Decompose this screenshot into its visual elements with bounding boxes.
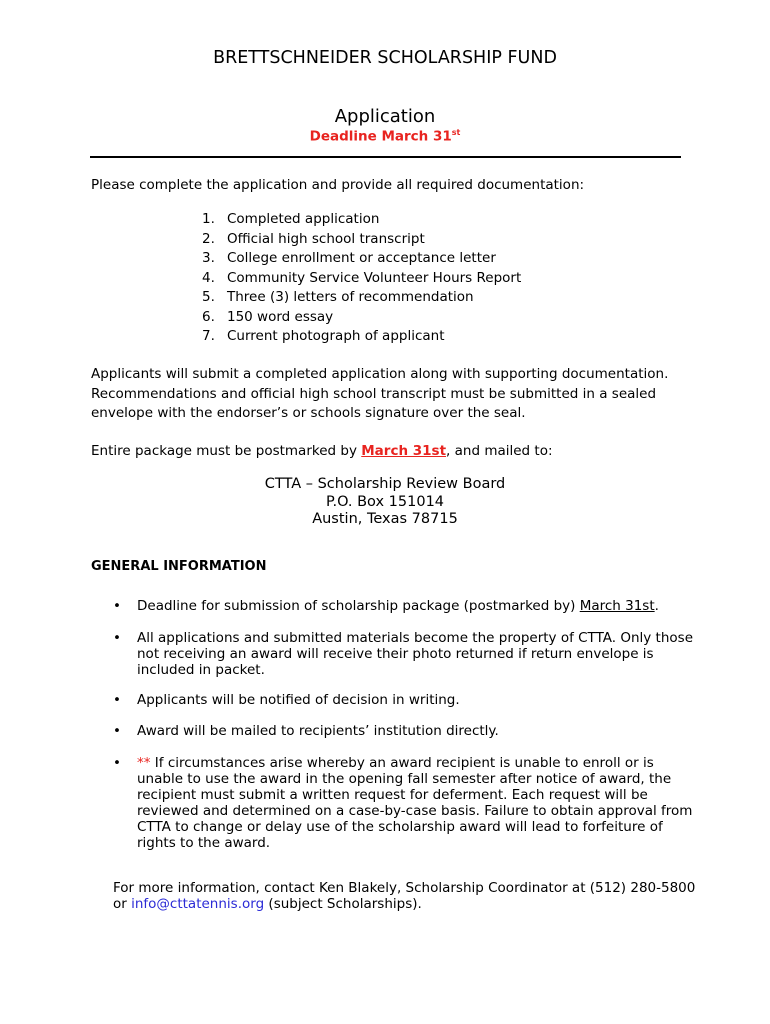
submission-paragraph: Applicants will submit a completed application along with supporting documentation. Recommendations and official high school transcript must be submitted in a sealed envelope with the endorser’s or schools signature over the seal. [91, 366, 669, 421]
mailing-address [0, 476, 770, 529]
list-number: 7. [202, 328, 215, 344]
contact-email-link[interactable]: info@cttatennis.org [131, 896, 265, 912]
list-text: Official high school transcript [227, 230, 425, 247]
list-item [202, 249, 521, 269]
postmark-suffix: , and mailed to: [446, 443, 553, 459]
postmark-prefix: Entire package must be postmarked by [91, 443, 362, 459]
list-item [202, 210, 521, 230]
list-number: 6. [202, 308, 215, 325]
list-text: 150 word essay [227, 308, 334, 325]
list-item [202, 288, 521, 308]
list-text: Three (3) letters of recommendation [227, 289, 474, 305]
bullet-text: All applications and submitted materials become the property of CTTA. Only those not receiving an award will receive their photo returned if return envelope is included in packet. [137, 630, 694, 678]
bullet-text: Deadline for submission of scholarship package (postmarked by) [137, 598, 580, 614]
list-number: 4. [202, 269, 215, 286]
contact-text-2: (subject Scholarships). [264, 896, 422, 912]
bullet-dot: • [113, 598, 121, 614]
general-bullet-3 [113, 692, 697, 708]
deadline-text: Deadline March 31 [309, 128, 452, 145]
intro-text: Please complete the application and provide all required documentation: [91, 177, 585, 193]
bullet-text: Award will be mailed to recipients’ institution directly. [137, 723, 499, 739]
list-number: 1. [202, 211, 215, 227]
header-divider [90, 156, 681, 158]
contact-info [113, 880, 713, 912]
bullet-dot: • [113, 692, 121, 708]
bullet-stars: ** [137, 755, 151, 771]
bullet-text: Applicants will be notified of decision in writing. [137, 692, 460, 708]
address-line-2: P.O. Box 151014 [325, 493, 445, 510]
bullet-dot: • [113, 630, 121, 646]
bullet-date: March 31st [579, 598, 655, 614]
list-text: Community Service Volunteer Hours Report [227, 269, 522, 286]
deadline-heading [0, 128, 770, 145]
document-title: BRETTSCHNEIDER SCHOLARSHIP FUND [213, 48, 557, 68]
deadline-sup: st [451, 128, 461, 137]
list-item [202, 230, 521, 250]
list-item [202, 269, 521, 289]
document-subtitle: Application [334, 106, 436, 127]
postmark-paragraph [91, 442, 553, 462]
list-number: 2. [202, 230, 215, 247]
general-bullet-5 [113, 755, 697, 851]
list-number: 3. [202, 250, 215, 266]
list-item [202, 308, 521, 328]
postmark-date: March 31st [361, 443, 447, 459]
list-text: Completed application [227, 211, 380, 227]
general-info-heading: GENERAL INFORMATION [91, 559, 267, 574]
list-number: 5. [202, 289, 215, 305]
list-text: College enrollment or acceptance letter [227, 250, 496, 266]
general-bullet-1 [113, 598, 697, 614]
address-line-1: CTTA – Scholarship Review Board [264, 476, 506, 492]
list-text: Current photograph of applicant [227, 328, 445, 344]
bullet-text: If circumstances arise whereby an award recipient is unable to enroll or is unable to use the award in the opening fall semester after notice of award, the recipient must submit a written request for deferment. Each request will be reviewed and determined on a case-by-case basis. Failure to obtain approval from CTTA to change or delay use of the scholarship award will lead to forfeiture of rights to the award. [137, 755, 693, 851]
contact-text-1: For more information, contact Ken Blakely, Scholarship Coordinator at (512) 280-5800 or [113, 880, 696, 912]
bullet-dot: • [113, 723, 121, 739]
general-bullet-4 [113, 723, 697, 739]
list-item [202, 327, 521, 347]
requirements-list [202, 210, 521, 347]
general-bullet-2 [113, 630, 697, 678]
bullet-dot: • [113, 755, 121, 771]
address-line-3: Austin, Texas 78715 [312, 511, 458, 527]
bullet-suffix: . [654, 598, 659, 614]
